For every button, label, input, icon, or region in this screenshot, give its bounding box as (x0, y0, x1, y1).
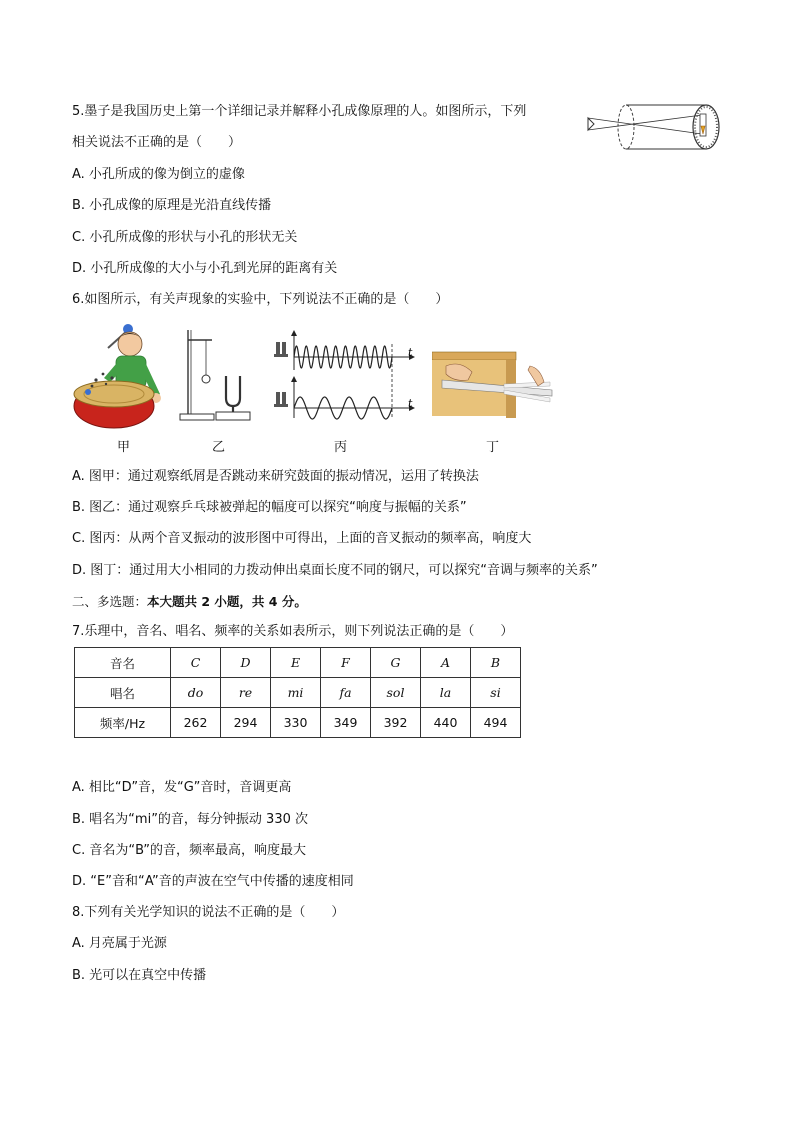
table-cell: F (321, 648, 371, 678)
table-cell: la (421, 678, 471, 708)
q8-stem: 8.下列有关光学知识的说法不正确的是（ ） (72, 905, 345, 920)
axis-t-top: t (408, 346, 413, 359)
q7-option-a[interactable]: A. 相比“D”音，发“G”音时，音调更高 (72, 780, 292, 795)
q5-option-a[interactable]: A. 小孔所成的像为倒立的虚像 (72, 167, 245, 182)
table-cell: 494 (471, 708, 521, 738)
table-cell: G (371, 648, 421, 678)
waveform-comparison-figure (270, 330, 420, 422)
row-label-solfege: 唱名 (75, 678, 171, 708)
pinhole-camera-figure (584, 100, 724, 156)
q5-option-d[interactable]: D. 小孔所成像的大小与小孔到光屏的距离有关 (72, 261, 338, 276)
table-cell: 330 (271, 708, 321, 738)
table-cell: 349 (321, 708, 371, 738)
note-frequency-table (74, 647, 521, 738)
table-cell: B (471, 648, 521, 678)
section-heading (72, 593, 307, 611)
q5-option-c[interactable]: C. 小孔所成像的形状与小孔的形状无关 (72, 230, 298, 245)
table-row (75, 708, 521, 738)
axis-t-bottom: t (408, 397, 413, 410)
q7-option-c[interactable]: C. 音名为“B”的音，频率最高，响度最大 (72, 843, 307, 858)
q6-stem: 6.如图所示，有关声现象的实验中，下列说法不正确的是（ ） (72, 292, 449, 307)
tuning-fork-ball-figure (176, 326, 258, 426)
caption-jia: 甲 (117, 440, 131, 455)
ruler-on-table-figure (432, 346, 558, 422)
q8-option-a[interactable]: A. 月亮属于光源 (72, 936, 167, 951)
row-label-note-name: 音名 (75, 648, 171, 678)
section-title: 本大题共 2 小题，共 4 分。 (147, 594, 307, 609)
table-cell: mi (271, 678, 321, 708)
q6-option-b[interactable]: B. 图乙：通过观察乒乓球被弹起的幅度可以探究“响度与振幅的关系” (72, 500, 467, 515)
table-cell: si (471, 678, 521, 708)
caption-bing: 丙 (334, 440, 348, 455)
q6-option-d[interactable]: D. 图丁：通过用大小相同的力拨动伸出桌面长度不同的钢尺，可以探究“音调与频率的关系” (72, 563, 598, 578)
table-cell: E (271, 648, 321, 678)
table-cell: 440 (421, 708, 471, 738)
table-cell: 392 (371, 708, 421, 738)
table-cell: re (221, 678, 271, 708)
table-cell: 294 (221, 708, 271, 738)
table-cell: D (221, 648, 271, 678)
q7-option-d[interactable]: D. “E”音和“A”音的声波在空气中传播的速度相同 (72, 874, 354, 889)
table-cell: do (171, 678, 221, 708)
row-label-frequency: 频率/Hz (75, 708, 171, 738)
q8-option-b[interactable]: B. 光可以在真空中传播 (72, 968, 207, 983)
table-row (75, 648, 521, 678)
table-cell: A (421, 648, 471, 678)
top-waveform (294, 346, 392, 368)
q6-option-a[interactable]: A. 图甲：通过观察纸屑是否跳动来研究鼓面的振动情况，运用了转换法 (72, 469, 479, 484)
table-cell: sol (371, 678, 421, 708)
q7-option-b[interactable]: B. 唱名为“mi”的音，每分钟振动 330 次 (72, 812, 309, 827)
table-cell: fa (321, 678, 371, 708)
q6-option-c[interactable]: C. 图丙：从两个音叉振动的波形图中可得出，上面的音叉振动的频率高，响度大 (72, 531, 532, 546)
drum-experiment-figure (70, 322, 166, 434)
q5-stem-line1: 5.墨子是我国历史上第一个详细记录并解释小孔成像原理的人。如图所示，下列 (72, 104, 527, 119)
q7-stem: 7.乐理中，音名、唱名、频率的关系如表所示，则下列说法正确的是（ ） (72, 624, 514, 639)
caption-yi: 乙 (212, 440, 226, 455)
section-prefix: 二、多选题： (72, 594, 148, 609)
table-cell: 262 (171, 708, 221, 738)
table-cell: C (171, 648, 221, 678)
q5-stem-line2: 相关说法不正确的是（ ） (72, 135, 242, 150)
caption-ding: 丁 (486, 440, 500, 455)
q5-option-b[interactable]: B. 小孔成像的原理是光沿直线传播 (72, 198, 272, 213)
table-row (75, 678, 521, 708)
